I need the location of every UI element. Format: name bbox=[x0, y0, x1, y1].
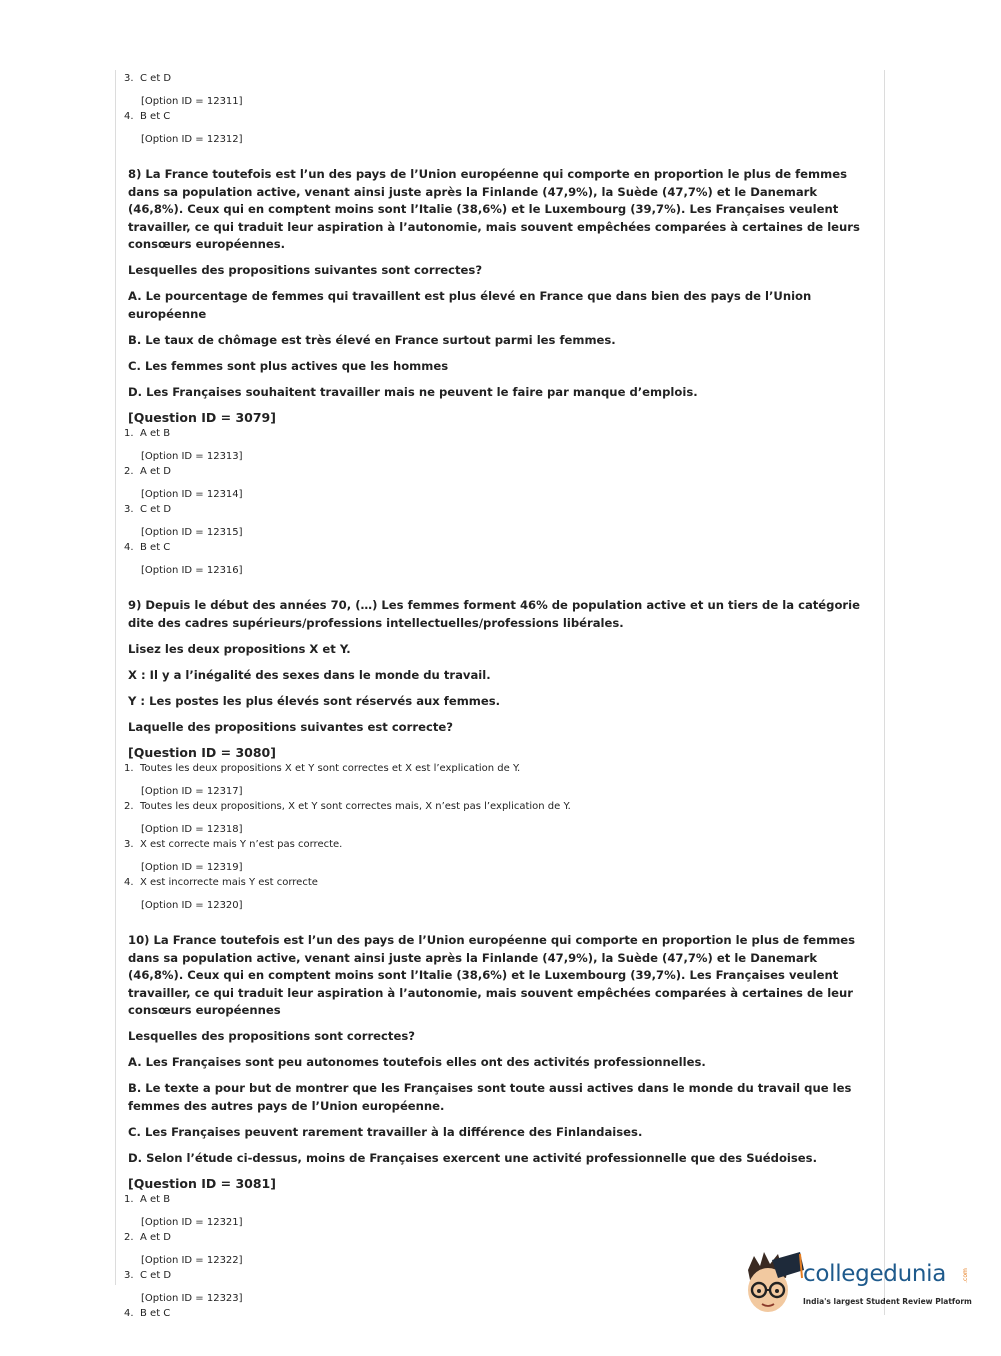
option-item: 3. C et D bbox=[124, 73, 172, 84]
question-9 bbox=[124, 597, 869, 913]
option-item: 2. A et D bbox=[124, 466, 171, 477]
option-id: [Option ID = 12322] bbox=[141, 1255, 243, 1266]
document-body bbox=[124, 71, 869, 1321]
question-id: [Question ID = 3079] bbox=[128, 410, 276, 425]
option-item: 1. A et B bbox=[124, 1194, 171, 1205]
option-text: A et D bbox=[140, 466, 171, 477]
question-id: [Question ID = 3081] bbox=[128, 1176, 276, 1191]
option-item: 2. A et D bbox=[124, 1232, 171, 1243]
brand-suffix: .com bbox=[961, 1268, 969, 1283]
question-id: [Question ID = 3080] bbox=[128, 745, 276, 760]
question-ask: Laquelle des propositions suivantes est correcte? bbox=[128, 719, 453, 734]
statement-c: C. Les femmes sont plus actives que les hommes bbox=[128, 358, 449, 373]
statement-b: B. Le taux de chômage est très élevé en France surtout parmi les femmes. bbox=[128, 332, 616, 347]
option-id: [Option ID = 12320] bbox=[141, 900, 243, 911]
option-text: C et D bbox=[140, 1270, 172, 1281]
option-id: [Option ID = 12314] bbox=[141, 489, 243, 500]
option-id: [Option ID = 12316] bbox=[141, 565, 243, 576]
options-list bbox=[124, 426, 869, 578]
question-prompt: Lesquelles des propositions sont correctes? bbox=[128, 1029, 415, 1043]
statement-d: D. Selon l’étude ci-dessus, moins de Françaises exercent une activité professionnelle que des Suédoises. bbox=[128, 1150, 817, 1165]
option-text: X est correcte mais Y n’est pas correcte. bbox=[140, 839, 343, 850]
options-list bbox=[124, 71, 869, 147]
question-passage: 10) La France toutefois est l’un des pays de l’Union européenne qui comporte en proportion le plus de femmes dans sa population active, venant ainsi juste après la Finlande (47,9%), la Suède (47,7%) et le Danemark (46,8%). Ceux qui en comptent moins sont l’Italie (38,6%) et le Luxembourg (39,7%). Les Françaises veulent travailler, ce qui traduit leur aspiration à l’autonomie, mais souvent empêchées comparées à certaines de leur consœurs européennes bbox=[128, 933, 856, 1017]
option-id: [Option ID = 12323] bbox=[141, 1293, 243, 1304]
option-text: C et D bbox=[140, 73, 172, 84]
page-border-left bbox=[115, 70, 116, 1285]
statement-b: B. Le texte a pour but de montrer que les Françaises sont toute aussi actives dans le monde du travail que les femmes des autres pays de l’Union européenne. bbox=[128, 1081, 852, 1113]
option-text: A et B bbox=[140, 1194, 171, 1205]
option-id: [Option ID = 12318] bbox=[141, 824, 243, 835]
option-item: 4. B et C bbox=[124, 542, 171, 553]
page-border-right bbox=[884, 70, 885, 1315]
option-item: 4. B et C bbox=[124, 1308, 171, 1319]
option-item: 3. X est correcte mais Y n’est pas correcte. bbox=[124, 839, 343, 850]
option-id: [Option ID = 12315] bbox=[141, 527, 243, 538]
brand-name: collegedunia bbox=[803, 1261, 947, 1287]
option-item: 3. C et D bbox=[124, 504, 172, 515]
statement-y: Y : Les postes les plus élevés sont réservés aux femmes. bbox=[128, 693, 501, 708]
option-id: [Option ID = 12321] bbox=[141, 1217, 243, 1228]
option-text: Toutes les deux propositions, X et Y sont correctes mais, X n’est pas l’explication de Y. bbox=[140, 801, 571, 812]
option-text: B et C bbox=[140, 111, 171, 122]
option-text: B et C bbox=[140, 1308, 171, 1319]
option-text: C et D bbox=[140, 504, 172, 515]
option-text: A et D bbox=[140, 1232, 171, 1243]
question-8 bbox=[124, 166, 869, 578]
option-text: B et C bbox=[140, 542, 171, 553]
option-item: 1. Toutes les deux propositions X et Y sont correctes et X est l’explication de Y. bbox=[124, 763, 521, 774]
option-id: [Option ID = 12311] bbox=[141, 96, 243, 107]
option-item: 1. A et B bbox=[124, 428, 171, 439]
option-item: 2. Toutes les deux propositions, X et Y sont correctes mais, X n’est pas l’explication de Y. bbox=[124, 801, 571, 812]
mascot-head bbox=[748, 1252, 804, 1312]
question-passage: 8) La France toutefois est l’un des pays de l’Union européenne qui comporte en proportion le plus de femmes dans sa population active, venant ainsi juste après la Finlande (47,9%), la Suède (47,7%) et le Danemark (46,8%). Ceux qui en comptent moins sont l’Italie (38,6%) et le Luxembourg (39,7%). Les Françaises veulent travailler, ce qui traduit leur aspiration à l’autonomie, mais souvent empêchées comparées à certaines de leurs consœurs européennes. bbox=[128, 167, 860, 251]
option-text: X est incorrecte mais Y est correcte bbox=[140, 877, 318, 888]
option-id: [Option ID = 12312] bbox=[141, 134, 243, 145]
statement-c: C. Les Françaises peuvent rarement travailler à la différence des Finlandaises. bbox=[128, 1124, 643, 1139]
options-list bbox=[124, 761, 869, 913]
statement-d: D. Les Françaises souhaitent travailler mais ne peuvent le faire par manque d’emplois. bbox=[128, 384, 698, 399]
option-id: [Option ID = 12313] bbox=[141, 451, 243, 462]
option-item: 4. B et C bbox=[124, 111, 171, 122]
statement-a: A. Les Françaises sont peu autonomes toutefois elles ont des activités professionnelles. bbox=[128, 1055, 706, 1069]
question-passage: 9) Depuis le début des années 70, (…) Les femmes forment 46% de population active et un tiers de la catégorie dite des cadres supérieurs/professions intellectuelles/professions libérales. bbox=[128, 598, 860, 630]
option-item: 3. C et D bbox=[124, 1270, 172, 1281]
option-id: [Option ID = 12319] bbox=[141, 862, 243, 873]
question-prompt: Lisez les deux propositions X et Y. bbox=[128, 641, 351, 656]
option-id: [Option ID = 12317] bbox=[141, 786, 243, 797]
option-text: A et B bbox=[140, 428, 171, 439]
statement-a: A. Le pourcentage de femmes qui travaillent est plus élevé en France que dans bien des pays de l’Union européenne bbox=[128, 289, 812, 321]
option-text: Toutes les deux propositions X et Y sont correctes et X est l’explication de Y. bbox=[140, 763, 521, 774]
brand-tagline: India's largest Student Review Platform bbox=[803, 1297, 972, 1306]
option-item: 4. X est incorrecte mais Y est correcte bbox=[124, 877, 318, 888]
statement-x: X : Il y a l’inégalité des sexes dans le monde du travail. bbox=[128, 667, 491, 682]
question-prompt: Lesquelles des propositions suivantes sont correctes? bbox=[128, 263, 483, 277]
